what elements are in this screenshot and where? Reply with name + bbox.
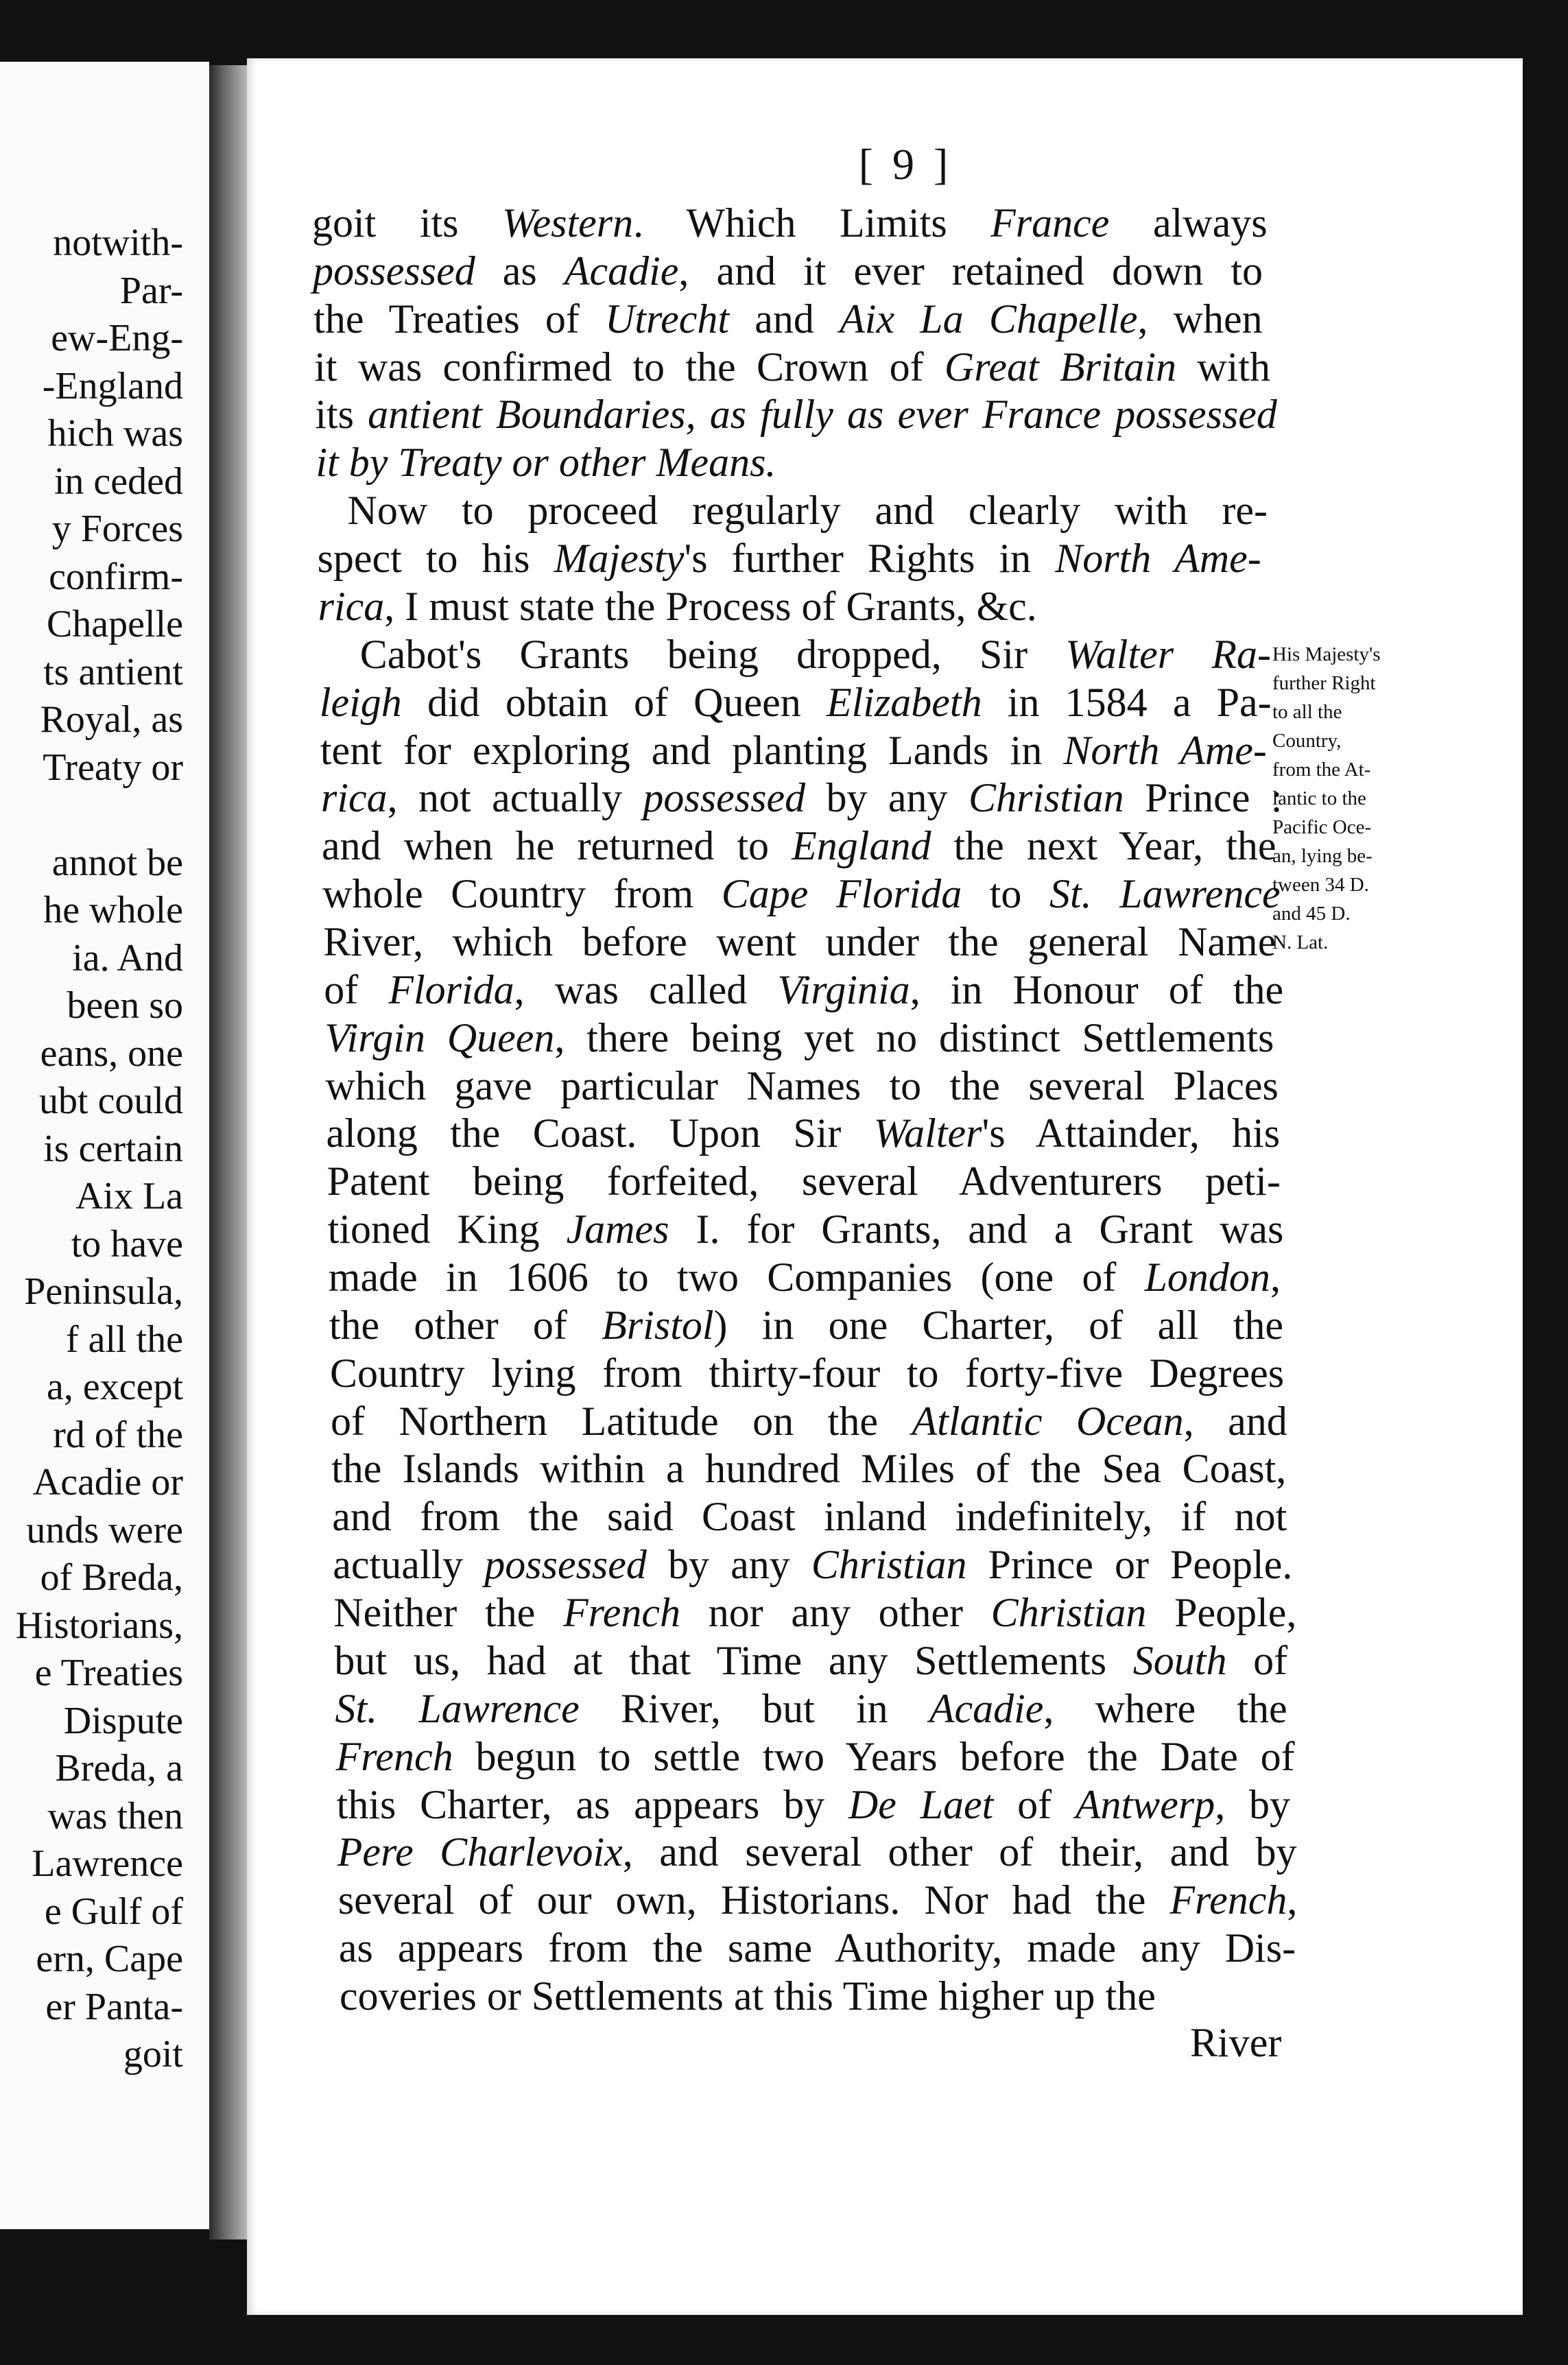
- facing-page-line: ts antient: [43, 650, 183, 693]
- text-line: Cabot's Grants being dropped, Sir Walter Ra-: [359, 631, 1271, 677]
- text-line: spect to his Majesty's further Rights in North Ame-: [317, 536, 1261, 582]
- facing-page-line: of Breda,: [40, 1556, 183, 1599]
- margin-note-line: to all the: [1272, 701, 1342, 723]
- facing-page-line: ia. And: [72, 936, 183, 979]
- text-line: actually possessed by any Christian Prince or People.: [333, 1542, 1293, 1588]
- text-line: this Charter, as appears by De Laet of Antwerp, by: [336, 1781, 1290, 1827]
- text-line: its antient Boundaries, as fully as ever France possessed: [315, 392, 1277, 438]
- text-line: Now to proceed regularly and clearly with re-: [347, 488, 1268, 534]
- facing-page-line: -England: [42, 364, 183, 407]
- text-line: it was confirmed to the Crown of Great Britain with: [314, 344, 1270, 390]
- text-line: Neither the French nor any other Christian People,: [333, 1590, 1297, 1636]
- margin-note-line: His Majesty's: [1272, 643, 1381, 665]
- text-line: as appears from the same Authority, made any Dis-: [338, 1925, 1296, 1971]
- facing-page-line: a, except: [47, 1366, 183, 1408]
- text-line: River, which before went under the general Name: [323, 918, 1276, 964]
- margin-note-line: N. Lat.: [1272, 931, 1329, 953]
- text-line: Patent being forfeited, several Adventurers peti-: [326, 1158, 1281, 1204]
- facing-page-line: Treaty or: [43, 746, 183, 789]
- text-line: St. Lawrence River, but in Acadie, where the: [335, 1685, 1287, 1731]
- facing-page-line: e Gulf of: [44, 1890, 183, 1933]
- book-page: [247, 58, 1523, 2315]
- facing-page-line: ern, Cape: [36, 1938, 183, 1980]
- margin-note-line: and 45 D.: [1272, 903, 1351, 925]
- facing-page-line: [16, 792, 183, 840]
- facing-page-line: Lawrence: [32, 1842, 183, 1885]
- margin-note-line: Country,: [1272, 730, 1342, 752]
- facing-page-line: confirm-: [49, 555, 183, 598]
- text-line: French begun to settle two Years before the Date of: [335, 1733, 1295, 1779]
- margin-note-line: further Right: [1272, 672, 1376, 694]
- facing-page-line: been so: [67, 984, 183, 1027]
- text-line: tioned King James I. for Grants, and a Grant was: [327, 1207, 1284, 1252]
- facing-page-line: y Forces: [51, 508, 183, 550]
- text-line: of Northern Latitude on the Atlantic Ocean, and: [331, 1398, 1287, 1444]
- catchword: River: [1190, 2020, 1282, 2065]
- text-line: possessed as Acadie, and it ever retained down to: [313, 248, 1263, 294]
- facing-page-line: Acadie or: [32, 1461, 183, 1504]
- facing-page-line: eans, one: [40, 1032, 183, 1075]
- text-line: the Islands within a hundred Miles of the Sea Coast,: [331, 1446, 1287, 1492]
- facing-page-line: is certain: [43, 1127, 183, 1170]
- margin-note: [1272, 640, 1451, 957]
- facing-page-line: he whole: [43, 889, 183, 931]
- facing-page-line: Royal, as: [40, 698, 183, 741]
- text-line: it by Treaty or other Means.: [316, 440, 776, 486]
- text-line: of Florida, was called Virginia, in Honour of the: [324, 966, 1284, 1012]
- facing-page-line: hich was: [47, 412, 183, 455]
- facing-page-line: unds were: [26, 1508, 183, 1552]
- margin-note-line: lantic to the: [1272, 787, 1366, 809]
- text-line: Pere Charlevoix, and several other of their, and by: [337, 1829, 1297, 1875]
- facing-page-line: rd of the: [53, 1413, 183, 1456]
- facing-page-line: ubt could: [39, 1080, 183, 1122]
- facing-page-line: goit: [123, 2033, 183, 2076]
- facing-page-line: Chapelle: [46, 603, 183, 645]
- margin-note-line: tween 34 D.: [1272, 874, 1369, 896]
- facing-page-line: er Panta-: [45, 1985, 183, 2028]
- facing-page-fragment: [0, 62, 209, 2229]
- text-line: goit its Western. Which Limits France always: [312, 200, 1268, 246]
- facing-page-line: in ceded: [54, 460, 183, 503]
- text-line: tent for exploring and planting Lands in North Ame-: [320, 727, 1267, 773]
- text-line: along the Coast. Upon Sir Walter's Attainder, his: [326, 1110, 1281, 1156]
- text-line: several of our own, Historians. Nor had the French,: [337, 1877, 1298, 1923]
- facing-page-line: to have: [71, 1222, 183, 1265]
- text-line: and when he returned to England the next Year, the: [322, 823, 1276, 869]
- facing-page-line: Dispute: [63, 1699, 183, 1742]
- text-line: which gave particular Names to the several Places: [325, 1062, 1279, 1108]
- text-line: the other of Bristol) in one Charter, of all the: [329, 1302, 1284, 1348]
- text-line: Country lying from thirty-four to forty-five Degrees: [329, 1350, 1285, 1396]
- facing-page-line: was then: [47, 1794, 183, 1838]
- facing-page-line: notwith-: [53, 222, 183, 264]
- facing-page-line: f all the: [65, 1318, 183, 1361]
- book-gutter: [209, 65, 247, 2239]
- text-line: made in 1606 to two Companies (one of London,: [328, 1255, 1281, 1300]
- text-line: whole Country from Cape Florida to St. Lawrence: [322, 871, 1281, 917]
- facing-page-line: Par-: [119, 269, 183, 312]
- facing-page-text: [16, 219, 183, 2079]
- facing-page-line: Breda, a: [55, 1747, 183, 1790]
- text-line: Virgin Queen, there being yet no distinct Settlements: [324, 1014, 1274, 1060]
- text-line: but us, had at that Time any Settlements South of: [334, 1637, 1288, 1683]
- margin-note-line: an, lying be-: [1272, 845, 1373, 867]
- text-line: coveries or Settlements at this Time higher up the: [340, 1973, 1156, 2019]
- text-line: leigh did obtain of Queen Elizabeth in 1584 a Pa-: [319, 679, 1272, 725]
- facing-page-line: ew-Eng-: [51, 317, 183, 359]
- text-line: and from the said Coast inland indefinitely, if not: [332, 1494, 1287, 1540]
- text-line: the Treaties of Utrecht and Aix La Chapelle, when: [313, 296, 1263, 342]
- facing-page-line: Historians,: [15, 1604, 183, 1647]
- facing-page-line: e Treaties: [34, 1652, 183, 1694]
- margin-note-line: from the At-: [1272, 759, 1371, 781]
- text-line: rica, not actually possessed by any Christian Prince :: [320, 775, 1283, 821]
- facing-page-line: Aix La: [75, 1175, 183, 1217]
- text-line: rica, I must state the Process of Grants, &c.: [318, 583, 1037, 629]
- margin-note-line: Pacific Oce-: [1272, 816, 1372, 838]
- facing-page-line: annot be: [51, 841, 183, 884]
- page-number: [ 9 ]: [858, 140, 953, 189]
- facing-page-line: Peninsula,: [24, 1270, 183, 1313]
